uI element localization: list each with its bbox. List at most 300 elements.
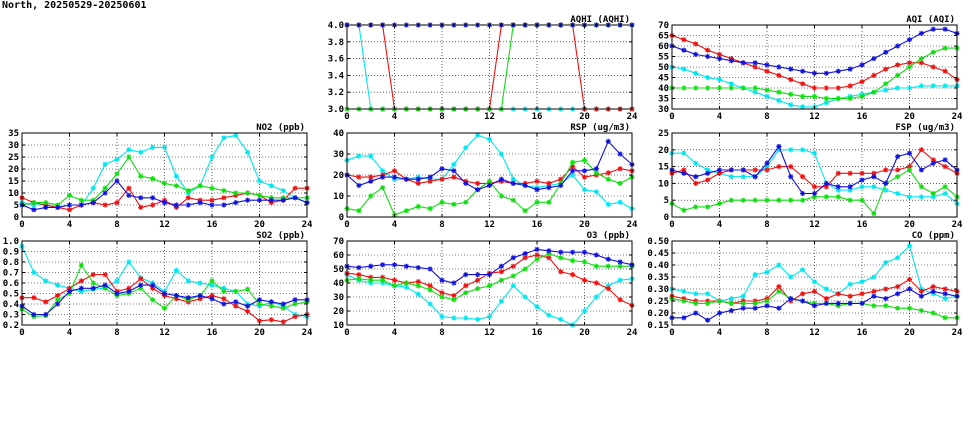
data-point-blue — [499, 264, 504, 269]
data-point-red — [558, 269, 563, 274]
data-point-blue — [138, 195, 143, 200]
y-tick-label: 3.2 — [327, 88, 344, 99]
data-point-green — [681, 298, 686, 303]
y-tick-label: 30 — [658, 105, 669, 115]
data-point-cyan — [693, 161, 698, 166]
data-point-cyan — [871, 274, 876, 279]
data-point-red — [859, 171, 864, 176]
data-point-blue — [281, 301, 286, 306]
data-point-green — [800, 94, 805, 99]
data-point-green — [606, 177, 611, 182]
y-tick-label: 20 — [8, 165, 19, 175]
data-point-red — [221, 296, 226, 301]
data-point-green — [859, 198, 864, 203]
data-point-blue — [570, 168, 575, 173]
y-tick-label: 70 — [333, 237, 344, 247]
x-tick-label: 0 — [19, 220, 25, 230]
data-point-green — [380, 278, 385, 283]
data-point-red — [103, 272, 108, 277]
data-point-blue — [269, 198, 274, 203]
data-point-red — [511, 264, 516, 269]
data-point-blue — [55, 205, 60, 210]
data-point-cyan — [693, 71, 698, 76]
y-tick-label: 25 — [8, 153, 19, 163]
data-point-blue — [824, 71, 829, 76]
data-point-blue — [764, 161, 769, 166]
data-point-green — [741, 85, 746, 90]
data-point-blue — [788, 296, 793, 301]
data-point-red — [800, 174, 805, 179]
data-point-blue — [883, 50, 888, 55]
x-tick-label: 4 — [66, 328, 73, 338]
data-point-green — [788, 198, 793, 203]
y-tick-label: 0.25 — [647, 297, 669, 307]
y-tick-label: 25 — [658, 129, 669, 139]
data-point-blue — [126, 289, 131, 294]
data-point-green — [356, 276, 361, 281]
data-point-green — [558, 255, 563, 260]
data-point-cyan — [451, 162, 456, 167]
data-point-blue — [67, 202, 72, 207]
data-point-blue — [558, 250, 563, 255]
data-point-red — [895, 167, 900, 172]
data-point-blue — [895, 43, 900, 48]
data-point-cyan — [475, 317, 480, 322]
y-tick-label: 0.40 — [647, 261, 669, 271]
data-point-blue — [895, 291, 900, 296]
data-point-blue — [174, 293, 179, 298]
y-tick-label: 10 — [333, 192, 344, 202]
data-point-green — [103, 186, 108, 191]
data-point-green — [931, 191, 936, 196]
y-tick-label: 0 — [663, 213, 669, 223]
data-point-green — [233, 190, 238, 195]
data-point-cyan — [883, 260, 888, 265]
data-point-blue — [836, 301, 841, 306]
x-tick-label: 12 — [809, 220, 820, 230]
data-point-green — [570, 160, 575, 165]
data-point-blue — [356, 183, 361, 188]
data-point-red — [788, 164, 793, 169]
data-point-blue — [582, 168, 587, 173]
data-point-blue — [883, 181, 888, 186]
x-tick-label: 0 — [344, 328, 350, 338]
data-point-blue — [281, 198, 286, 203]
chart-title: AQI (AQI) — [906, 15, 955, 25]
data-point-green — [91, 280, 96, 285]
y-tick-label: 3.6 — [327, 54, 344, 65]
y-tick-label: 0.4 — [2, 300, 19, 310]
y-tick-label: 0.7 — [2, 268, 19, 279]
y-tick-label: 0 — [338, 213, 344, 223]
data-point-blue — [404, 264, 409, 269]
data-point-cyan — [114, 278, 119, 283]
data-point-blue — [800, 191, 805, 196]
x-tick-label: 12 — [159, 328, 170, 338]
data-point-green — [439, 294, 444, 299]
data-point-red — [859, 291, 864, 296]
data-point-green — [221, 289, 226, 294]
y-tick-label: 3.4 — [327, 71, 344, 82]
data-point-blue — [150, 283, 155, 288]
data-point-red — [895, 62, 900, 67]
data-point-green — [919, 56, 924, 61]
data-point-blue — [293, 195, 298, 200]
data-point-cyan — [546, 313, 551, 318]
data-point-blue — [114, 291, 119, 296]
data-point-red — [753, 167, 758, 172]
data-point-green — [836, 96, 841, 101]
x-tick-label: 4 — [391, 220, 398, 230]
data-point-blue — [848, 301, 853, 306]
data-point-blue — [931, 161, 936, 166]
data-point-red — [931, 64, 936, 69]
data-point-red — [126, 186, 131, 191]
data-point-red — [606, 286, 611, 291]
y-tick-label: 5 — [13, 201, 19, 211]
y-tick-label: 55 — [658, 52, 669, 63]
data-point-cyan — [463, 145, 468, 150]
data-point-blue — [788, 174, 793, 179]
data-point-blue — [776, 306, 781, 311]
data-point-red — [79, 278, 84, 283]
data-point-red — [582, 175, 587, 180]
data-point-blue — [729, 167, 734, 172]
data-point-blue — [380, 175, 385, 180]
data-point-blue — [812, 191, 817, 196]
data-point-cyan — [487, 137, 492, 142]
data-point-green — [79, 198, 84, 203]
data-point-green — [451, 297, 456, 302]
x-tick-label: 4 — [391, 112, 398, 122]
data-point-blue — [764, 62, 769, 67]
x-tick-label: 4 — [716, 220, 723, 230]
y-tick-label: 5 — [663, 196, 669, 207]
data-point-blue — [114, 178, 119, 183]
data-point-green — [416, 283, 421, 288]
data-point-green — [499, 193, 504, 198]
page-title: North, 20250529-20250601 — [2, 0, 147, 11]
data-point-cyan — [594, 189, 599, 194]
data-point-cyan — [463, 315, 468, 320]
data-point-cyan — [606, 202, 611, 207]
y-tick-label: 70 — [658, 21, 669, 31]
data-point-blue — [245, 304, 250, 309]
data-point-blue — [245, 198, 250, 203]
data-point-green — [741, 198, 746, 203]
data-point-green — [919, 184, 924, 189]
x-tick-label: 4 — [716, 112, 723, 122]
data-point-blue — [209, 202, 214, 207]
y-tick-label: 10 — [333, 321, 344, 331]
data-point-blue — [356, 265, 361, 270]
data-point-blue — [753, 306, 758, 311]
data-point-red — [475, 278, 480, 283]
data-point-green — [931, 310, 936, 315]
data-point-red — [919, 147, 924, 152]
data-point-blue — [186, 295, 191, 300]
data-point-cyan — [198, 280, 203, 285]
data-point-green — [753, 301, 758, 306]
data-point-blue — [943, 291, 948, 296]
chart-title: RSP (ug/m3) — [570, 123, 630, 133]
data-point-blue — [824, 301, 829, 306]
y-tick-label: 65 — [658, 31, 669, 42]
data-point-red — [931, 284, 936, 289]
data-point-cyan — [931, 83, 936, 88]
data-point-red — [871, 289, 876, 294]
x-tick-label: 4 — [391, 328, 398, 338]
y-tick-label: 60 — [658, 42, 669, 52]
data-point-red — [293, 314, 298, 319]
data-point-blue — [919, 294, 924, 299]
data-point-blue — [511, 181, 516, 186]
data-point-green — [416, 204, 421, 209]
data-point-cyan — [943, 83, 948, 88]
data-point-blue — [380, 262, 385, 267]
data-point-green — [717, 201, 722, 206]
x-tick-label: 20 — [579, 220, 590, 230]
data-point-green — [907, 64, 912, 69]
y-tick-label: 0.20 — [647, 309, 669, 319]
data-point-red — [693, 41, 698, 46]
x-tick-label: 20 — [254, 220, 265, 230]
y-tick-label: 0.5 — [2, 289, 19, 300]
data-point-green — [895, 306, 900, 311]
data-point-blue — [546, 185, 551, 190]
data-point-red — [114, 200, 119, 205]
chart-so2 — [3, 231, 313, 338]
data-point-blue — [848, 67, 853, 72]
data-point-cyan — [126, 259, 131, 264]
y-tick-label: 10 — [658, 179, 669, 190]
x-tick-label: 0 — [344, 220, 350, 230]
data-point-green — [67, 193, 72, 198]
data-point-cyan — [859, 279, 864, 284]
x-tick-label: 24 — [301, 220, 313, 230]
data-point-blue — [717, 310, 722, 315]
data-point-red — [499, 269, 504, 274]
x-tick-label: 20 — [904, 220, 915, 230]
data-point-blue — [871, 294, 876, 299]
data-point-blue — [693, 52, 698, 57]
data-point-blue — [475, 272, 480, 277]
data-point-red — [836, 171, 841, 176]
data-point-red — [594, 280, 599, 285]
data-point-green — [606, 264, 611, 269]
data-point-red — [392, 278, 397, 283]
data-point-cyan — [174, 174, 179, 179]
data-point-green — [463, 290, 468, 295]
data-point-green — [764, 198, 769, 203]
data-point-red — [269, 317, 274, 322]
data-point-cyan — [729, 296, 734, 301]
data-point-cyan — [451, 315, 456, 320]
data-point-red — [705, 177, 710, 182]
data-point-red — [43, 299, 48, 304]
x-tick-label: 12 — [484, 112, 495, 122]
chart-title: FSP (ug/m3) — [895, 123, 955, 133]
data-point-green — [126, 154, 131, 159]
y-tick-label: 0.30 — [647, 285, 669, 295]
data-point-blue — [717, 167, 722, 172]
data-point-green — [428, 206, 433, 211]
data-point-green — [871, 90, 876, 95]
x-tick-label: 20 — [904, 112, 915, 122]
data-point-green — [871, 303, 876, 308]
data-point-cyan — [741, 294, 746, 299]
data-point-green — [705, 85, 710, 90]
data-point-red — [848, 294, 853, 299]
data-point-cyan — [487, 314, 492, 319]
data-point-cyan — [582, 308, 587, 313]
data-point-red — [836, 291, 841, 296]
data-point-red — [534, 179, 539, 184]
chart-fsp — [658, 123, 963, 230]
y-tick-label: 40 — [658, 84, 669, 94]
y-tick-label: 20 — [658, 145, 669, 156]
data-point-green — [859, 94, 864, 99]
x-tick-label: 0 — [344, 112, 350, 122]
data-point-green — [681, 85, 686, 90]
data-point-cyan — [895, 85, 900, 90]
data-point-green — [824, 96, 829, 101]
x-tick-label: 16 — [856, 220, 868, 230]
data-point-green — [43, 200, 48, 205]
x-tick-label: 8 — [764, 220, 770, 230]
data-point-blue — [79, 286, 84, 291]
data-point-cyan — [245, 150, 250, 155]
data-point-blue — [103, 283, 108, 288]
data-point-red — [883, 167, 888, 172]
data-point-green — [186, 188, 191, 193]
data-point-cyan — [281, 188, 286, 193]
data-point-red — [281, 319, 286, 324]
data-point-cyan — [91, 186, 96, 191]
data-point-red — [824, 296, 829, 301]
data-point-blue — [523, 251, 528, 256]
data-point-blue — [451, 168, 456, 173]
x-tick-label: 0 — [669, 112, 675, 122]
x-tick-label: 16 — [531, 112, 543, 122]
data-point-red — [705, 48, 710, 53]
y-tick-label: 35 — [658, 94, 669, 105]
data-point-red — [475, 181, 480, 186]
data-point-blue — [776, 64, 781, 69]
data-point-green — [233, 289, 238, 294]
data-point-cyan — [883, 88, 888, 93]
data-point-green — [534, 200, 539, 205]
y-tick-label: 0 — [13, 213, 19, 223]
data-point-blue — [558, 183, 563, 188]
data-point-red — [836, 85, 841, 90]
x-tick-label: 0 — [669, 328, 675, 338]
data-point-cyan — [895, 191, 900, 196]
x-tick-label: 24 — [626, 220, 638, 230]
data-point-green — [729, 301, 734, 306]
x-tick-label: 24 — [951, 328, 963, 338]
data-point-blue — [463, 272, 468, 277]
data-point-red — [582, 278, 587, 283]
data-point-green — [788, 92, 793, 97]
data-point-green — [812, 94, 817, 99]
y-tick-label: 0.2 — [2, 321, 19, 331]
data-point-blue — [848, 184, 853, 189]
data-point-red — [31, 295, 36, 300]
data-point-blue — [943, 157, 948, 162]
data-point-green — [209, 278, 214, 283]
data-point-red — [693, 181, 698, 186]
data-point-cyan — [788, 147, 793, 152]
data-point-blue — [741, 60, 746, 65]
data-point-blue — [931, 289, 936, 294]
data-point-green — [618, 181, 623, 186]
data-point-green — [79, 263, 84, 268]
data-point-cyan — [812, 279, 817, 284]
data-point-blue — [269, 299, 274, 304]
data-point-cyan — [812, 151, 817, 156]
data-point-blue — [198, 293, 203, 298]
data-point-cyan — [162, 145, 167, 150]
data-point-red — [91, 272, 96, 277]
data-point-blue — [138, 283, 143, 288]
data-point-red — [812, 85, 817, 90]
data-point-blue — [534, 187, 539, 192]
data-point-blue — [824, 181, 829, 186]
data-point-green — [174, 183, 179, 188]
chart-title: SO2 (ppb) — [256, 231, 305, 241]
data-point-green — [848, 198, 853, 203]
data-point-cyan — [729, 174, 734, 179]
data-point-cyan — [221, 135, 226, 140]
data-point-cyan — [800, 267, 805, 272]
data-point-red — [776, 73, 781, 78]
data-point-red — [848, 83, 853, 88]
x-tick-label: 20 — [904, 328, 915, 338]
data-point-green — [729, 85, 734, 90]
y-tick-label: 50 — [333, 265, 344, 275]
data-point-blue — [741, 306, 746, 311]
data-point-cyan — [416, 292, 421, 297]
data-point-blue — [103, 190, 108, 195]
chart-o3 — [333, 231, 638, 338]
data-point-green — [356, 208, 361, 213]
series-line-blue — [672, 29, 957, 73]
data-point-blue — [162, 200, 167, 205]
data-point-cyan — [919, 194, 924, 199]
data-point-cyan — [511, 283, 516, 288]
data-point-blue — [618, 259, 623, 264]
data-point-cyan — [859, 184, 864, 189]
data-point-red — [907, 277, 912, 282]
y-tick-label: 0.8 — [2, 258, 19, 268]
data-point-cyan — [103, 162, 108, 167]
data-point-blue — [293, 297, 298, 302]
data-point-cyan — [907, 85, 912, 90]
data-point-cyan — [705, 75, 710, 80]
data-point-blue — [836, 184, 841, 189]
data-point-green — [546, 200, 551, 205]
data-point-cyan — [55, 283, 60, 288]
data-point-green — [245, 287, 250, 292]
data-point-green — [439, 200, 444, 205]
data-point-green — [776, 198, 781, 203]
data-point-cyan — [824, 286, 829, 291]
data-point-cyan — [233, 133, 238, 138]
data-point-cyan — [558, 317, 563, 322]
data-point-cyan — [428, 301, 433, 306]
data-point-cyan — [800, 147, 805, 152]
